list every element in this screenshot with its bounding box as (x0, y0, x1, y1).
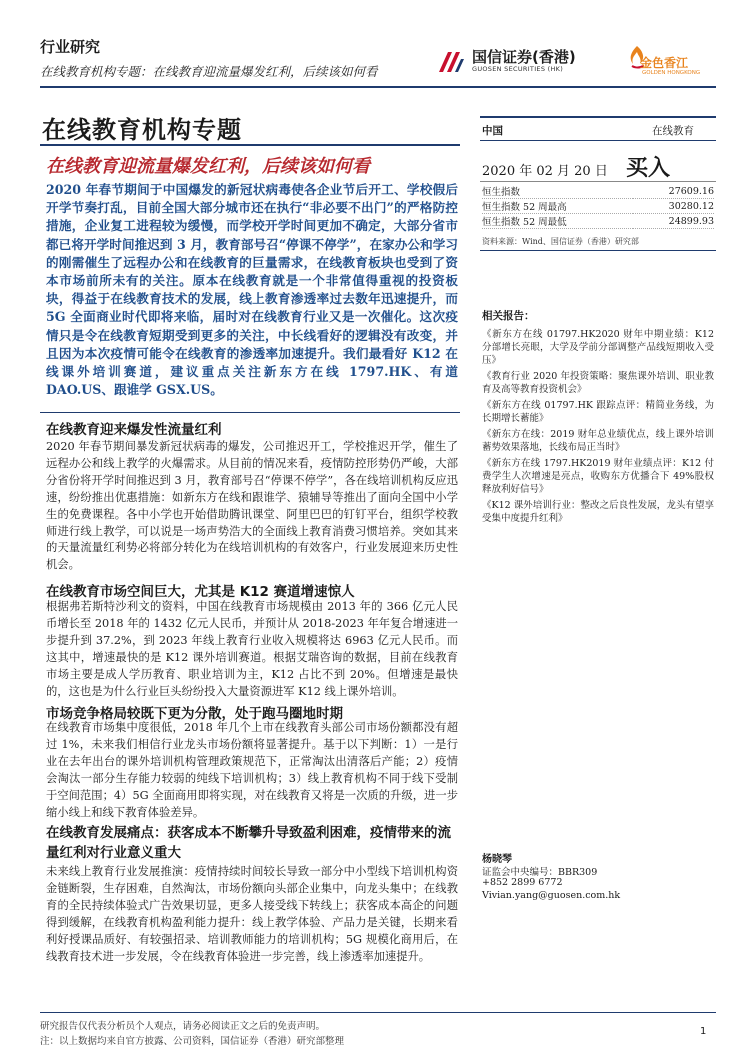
list-item: 《教育行业 2020 年投资策略：聚焦课外培训、职业教育及高等教育投资机会》 (482, 371, 714, 395)
list-item: 《新东方在线 01797.HK 跟踪点评：精简业务线，为长期增长蓄能》 (482, 400, 714, 424)
region-label: 中国 (482, 125, 503, 137)
source-divider (480, 250, 716, 251)
section-heading-market-size: 在线教育市场空间巨大，尤其是 K12 赛道增速惊人 (46, 584, 355, 600)
list-item: 《新东方在线 1797.HK2019 财年业绩点评：K12 付费学生人次增速是亮点，收购东方优播合下 49%股权释放利好信号》 (482, 458, 714, 495)
analyst-phone: +852 2899 6772 (482, 877, 563, 888)
index-label: 恒生指数 (482, 184, 633, 199)
sidebar-top-divider (480, 116, 716, 118)
golden-hongkong-logo (626, 44, 712, 80)
table-row (482, 214, 714, 229)
header-divider (40, 86, 716, 88)
index-value: 30280.12 (633, 199, 714, 214)
index-label: 恒生指数 52 周最低 (482, 214, 633, 229)
report-date: 2020 年 02 月 20 日 (482, 164, 608, 179)
section-heading-competition: 市场竞争格局较既下更为分散，处于跑马圈地时期 (46, 706, 343, 722)
guosen-hk-logo (436, 44, 620, 78)
index-value: 27609.16 (633, 184, 714, 199)
table-row (482, 199, 714, 214)
guosen-logo-cn: 国信证券(香港) (472, 48, 576, 66)
analyst-license: 证监会中央编号：BBR309 (482, 867, 598, 878)
table-row (482, 184, 714, 199)
page-number: 1 (700, 1026, 707, 1037)
list-item: 《新东方在线 01797.HK2020 财年中期业绩：K12 分部增长亮眼，大学及学前分部调整产品线短期收入受压》 (482, 329, 714, 366)
section-body-pain-points: 未来线上教育行业发展推演：疫情持续时间较长导致一部分中小型线下培训机构资金链断裂，生存困难，自然淘汰，市场份额向头部企业集中，向龙头集中；在线教育的全民持续体验式广告效果切显，更多人接受线下转线上；获客成本高企的问题得到缓解，在线教育机构盈利能力提升：线上教学体验、产品力是关键，长期来看利好授课品质好、有较强招录、培训教师能力的培训机构；5G 规模化商用后，在线教育技术进一步发展，令在线教育体验进一步完善，线上渗透率加速提升。 (46, 865, 458, 963)
footer-disclaimer: 研究报告仅代表分析员个人观点，请务必阅读正文之后的免责声明。 (40, 1021, 326, 1032)
summary-divider (40, 412, 460, 413)
report-category: 行业研究 (40, 38, 101, 56)
analyst-name: 杨晓琴 (482, 854, 512, 865)
section-body-traffic: 2020 年春节期间暴发新冠状病毒的爆发，公司推迟开工，学校推迟开学，催生了远程办公和线上教学的火爆需求。从目前的情况来看，疫情防控形势仍严峻，大部分省份将开学时间推迟到 3 月，教育部号召“停课不停学”，各在线培训机构反应迅速，纷纷推出优惠措施：如新东方在线和跟谁学、猿辅导等推出了面向全国中小学生的免费课程。各中小学也开始借助腾讯课堂、阿里巴巴的钉钉平台，组织学校教师进行线上教学，可以说是一场声势浩大的全面线上教育消费习惯培养。突如其来的天量流量红利势必将部分转化为在线培训机构的有效客户，行业发展迎来历史性机会。 (46, 440, 458, 572)
rating-divider (480, 181, 716, 182)
executive-summary: 2020 年春节期间于中国爆发的新冠状病毒使各企业节后开工、学校假后开学节奏打乱，目前全国大部分城市还在执行“非必要不出门”的严格防控措施，企业复工进程较为缓慢，而学校开学时间更加不确定，大部分省市都已将开学时间推迟到 3 月，教育部号召“停课不停学”，在家办公和学习的刚需催生了远程办公和在线教育的巨量需求，在线教育板块也受到了资本市场前所未有的关注。原本在线教育就是一个非常值得重视的投资板块，得益于在线教育技术的发展，线上教育渗透率过去数年迅速提升，而 5G 全面商业时代即将来临，届时对在线教育行业又是一次催化。这次疫情只是令在线教育短期受到更多的关注，中长线看好的逻辑没有改变，并且因为本次疫情可能令在线教育的渗透率加速提升。我们最看好 K12 在线课外培训赛道，建议重点关注新东方在线 1797.HK、有道 DAO.US、跟谁学 GSX.US。 (46, 182, 458, 398)
report-subtitle: 在线教育迎流量爆发红利，后续该如何看 (46, 156, 370, 177)
related-reports-list (482, 328, 714, 528)
analyst-email: Vivian.yang@guosen.com.hk (482, 890, 621, 901)
sector-label: 在线教育 (652, 125, 694, 137)
section-heading-traffic: 在线教育迎来爆发性流量红利 (46, 422, 222, 438)
report-running-title: 在线教育机构专题：在线教育迎流量爆发红利，后续该如何看 (40, 64, 378, 79)
index-value: 24899.93 (633, 214, 714, 229)
list-item: 《K12 课外培训行业：整改之后良性发展，龙头有望享受集中度提升红利》 (482, 500, 714, 524)
section-heading-pain-points: 在线教育发展痛点：获客成本不断攀升导致盈利困难，疫情带来的流量红利对行业意义重大 (46, 825, 451, 861)
golden-hongkong-cn: 金色香江 (640, 56, 689, 70)
sidebar-divider (480, 140, 716, 141)
guosen-logo-en: GUOSEN SECURITIES (HK) (472, 65, 564, 73)
title-divider (40, 144, 460, 146)
section-body-competition: 在线教育市场集中度很低，2018 年几个上市在线教育头部公司市场份额都没有超过 1%，未来我们相信行业龙头市场份额将显著提升。基于以下判断：1）一是行业在去年出台的课外培训机构管理政策规范下，正常淘汰出清落后产能；2）疫情会淘汰一部分生存能力较弱的纯线下培训机构；3）线上教育机构不同于线下受制于空间范围；4）5G 全面商用即将实现，对在线教育又将是一次质的升级，进一步缩小线上和线下教育体验差异。 (46, 721, 458, 819)
index-table (482, 184, 714, 229)
list-item: 《新东方在线：2019 财年总业绩优点，线上课外培训蓄势效果落地，长线布局正当时》 (482, 429, 714, 453)
golden-hongkong-en: GOLDEN HONGKONG (642, 70, 701, 76)
guosen-logo-icon (436, 46, 466, 76)
footer-divider (40, 1012, 716, 1013)
index-source-note: 资料来源：Wind、国信证券（香港）研究部 (482, 237, 639, 246)
index-label: 恒生指数 52 周最高 (482, 199, 633, 214)
footer-note: 注：以上数据均来自官方披露、公司资料，国信证券（香港）研究部整理 (40, 1036, 345, 1047)
page-title: 在线教育机构专题 (42, 116, 242, 144)
rating-badge: 买入 (626, 156, 671, 181)
section-body-market-size: 根据弗若斯特沙利文的资料，中国在线教育市场规模由 2013 年的 366 亿元人民币增长至 2018 年的 1432 亿元人民币，并预计从 2018-2023 年年复合增速进一步提升到 37.2%，到 2023 年线上教育行业收入规模将达 6963 亿元人民币。而这其中，增速最快的是 K12 课外培训赛道。根据艾瑞咨询的数据，目前在线教育市场主要是成人学历教育、职业培训为主，K12 占比不到 20%。但增速是最快的，这也是为什么行业巨头纷纷投入大量资源进军 K12 线上课外培训。 (46, 600, 458, 698)
related-reports-heading: 相关报告： (482, 310, 535, 322)
